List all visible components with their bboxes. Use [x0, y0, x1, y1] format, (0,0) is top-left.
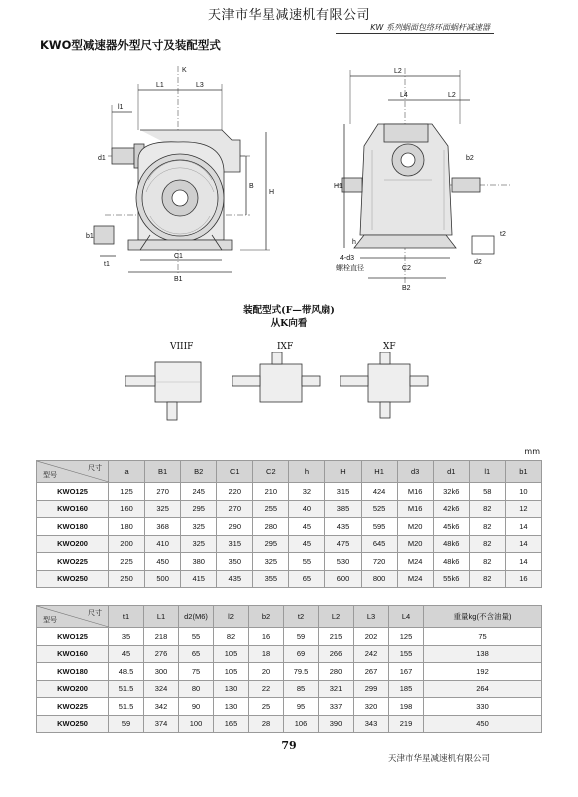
value-cell: 51.5	[109, 680, 144, 698]
model-cell: KWO200	[37, 535, 109, 553]
value-cell: 218	[144, 628, 179, 646]
value-cell: 390	[319, 715, 354, 733]
value-cell: 250	[109, 570, 145, 588]
value-cell: 45	[289, 518, 325, 536]
col-header: l1	[469, 461, 505, 483]
col-header: B1	[145, 461, 181, 483]
series-note: KW 系列蜗面包络环面蜗杆减速器	[370, 23, 490, 32]
value-cell: 58	[469, 483, 505, 501]
value-cell: 45	[109, 645, 144, 663]
model-cell: KWO225	[37, 698, 109, 716]
value-cell: 65	[179, 645, 214, 663]
value-cell: 435	[217, 570, 253, 588]
model-cell: KWO200	[37, 680, 109, 698]
value-cell: 20	[249, 663, 284, 681]
value-cell: 14	[505, 535, 541, 553]
value-cell: 40	[289, 500, 325, 518]
value-cell: 245	[181, 483, 217, 501]
label-l3: L3	[196, 82, 204, 89]
mount-fig-viiif	[125, 352, 215, 422]
value-cell: 276	[144, 645, 179, 663]
col-header: h	[289, 461, 325, 483]
value-cell: 219	[389, 715, 424, 733]
value-cell: 220	[217, 483, 253, 501]
value-cell: 10	[505, 483, 541, 501]
value-cell: M24	[397, 570, 433, 588]
value-cell: 264	[424, 680, 542, 698]
label-b: B	[249, 183, 254, 190]
table-row	[37, 518, 542, 536]
table-header-row	[37, 461, 542, 483]
value-cell: 325	[181, 535, 217, 553]
value-cell: 75	[179, 663, 214, 681]
value-cell: 80	[179, 680, 214, 698]
label-l2: L2	[448, 92, 456, 99]
model-cell: KWO250	[37, 570, 109, 588]
col-header: d3	[397, 461, 433, 483]
value-cell: 82	[469, 570, 505, 588]
value-cell: 138	[424, 645, 542, 663]
value-cell: 299	[354, 680, 389, 698]
mount-label-xf: XF	[383, 342, 396, 352]
model-cell: KWO125	[37, 483, 109, 501]
value-cell: 295	[253, 535, 289, 553]
value-cell: 280	[253, 518, 289, 536]
value-cell: 55	[179, 628, 214, 646]
col-header: t1	[109, 606, 144, 628]
col-header: H	[325, 461, 361, 483]
value-cell: 48k6	[433, 535, 469, 553]
col-header: H1	[361, 461, 397, 483]
dimension-table-2	[36, 605, 542, 733]
value-cell: 42k6	[433, 500, 469, 518]
value-cell: 45	[289, 535, 325, 553]
header-rule	[336, 33, 494, 34]
value-cell: 125	[389, 628, 424, 646]
page-number: 79	[281, 739, 297, 752]
table-row	[37, 663, 542, 681]
value-cell: 125	[109, 483, 145, 501]
value-cell: 424	[361, 483, 397, 501]
label-d1: d1	[98, 155, 106, 162]
model-cell: KWO180	[37, 663, 109, 681]
value-cell: 16	[505, 570, 541, 588]
col-header: a	[109, 461, 145, 483]
side-view-drawing	[336, 68, 510, 285]
value-cell: 12	[505, 500, 541, 518]
value-cell: 374	[144, 715, 179, 733]
value-cell: 198	[389, 698, 424, 716]
col-header: d2(M6)	[179, 606, 214, 628]
col-header: B2	[181, 461, 217, 483]
label-bolt-dia: 螺栓直径	[336, 265, 364, 272]
label-l1-small: l1	[118, 104, 124, 111]
value-cell: 165	[214, 715, 249, 733]
value-cell: 325	[253, 553, 289, 571]
company-name-header: 天津市华星减速机有限公司	[207, 8, 370, 23]
company-name-footer: 天津市华星减速机有限公司	[387, 754, 490, 764]
table-row	[37, 698, 542, 716]
corner-cell: 尺寸 型号	[37, 606, 109, 628]
table-row	[37, 500, 542, 518]
value-cell: 16	[249, 628, 284, 646]
value-cell: M16	[397, 500, 433, 518]
value-cell: 22	[249, 680, 284, 698]
value-cell: 343	[354, 715, 389, 733]
value-cell: 14	[505, 518, 541, 536]
mount-fig-ixf	[232, 352, 322, 422]
value-cell: 14	[505, 553, 541, 571]
value-cell: 342	[144, 698, 179, 716]
label-t2: t2	[500, 231, 506, 238]
col-header: b1	[505, 461, 541, 483]
value-cell: 45k6	[433, 518, 469, 536]
value-cell: M24	[397, 553, 433, 571]
value-cell: 270	[145, 483, 181, 501]
table-header-row	[37, 606, 542, 628]
value-cell: 65	[289, 570, 325, 588]
value-cell: 270	[217, 500, 253, 518]
table-row	[37, 645, 542, 663]
value-cell: 79.5	[284, 663, 319, 681]
value-cell: 385	[325, 500, 361, 518]
model-cell: KWO180	[37, 518, 109, 536]
value-cell: 410	[145, 535, 181, 553]
table-row	[37, 570, 542, 588]
value-cell: 105	[214, 645, 249, 663]
label-b2: b2	[466, 155, 474, 162]
col-header: C1	[217, 461, 253, 483]
value-cell: M20	[397, 518, 433, 536]
label-k: K	[182, 67, 187, 74]
label-4-d3: 4-d3	[340, 255, 355, 262]
value-cell: 337	[319, 698, 354, 716]
table-row	[37, 553, 542, 571]
label-l4: L4	[400, 92, 408, 99]
value-cell: 290	[217, 518, 253, 536]
value-cell: 48.5	[109, 663, 144, 681]
label-c1: C1	[174, 253, 183, 260]
value-cell: 18	[249, 645, 284, 663]
value-cell: 69	[284, 645, 319, 663]
value-cell: M16	[397, 483, 433, 501]
value-cell: 315	[217, 535, 253, 553]
label-b2-width: B2	[402, 285, 411, 292]
model-cell: KWO160	[37, 645, 109, 663]
value-cell: 105	[214, 663, 249, 681]
col-header: L2	[319, 606, 354, 628]
label-h: H	[269, 189, 275, 196]
value-cell: 475	[325, 535, 361, 553]
value-cell: 330	[424, 698, 542, 716]
value-cell: 450	[424, 715, 542, 733]
value-cell: 95	[284, 698, 319, 716]
mount-label-ixf: IXF	[277, 342, 294, 352]
corner-cell: 尺寸 型号	[37, 461, 109, 483]
value-cell: 321	[319, 680, 354, 698]
value-cell: 200	[109, 535, 145, 553]
value-cell: 48k6	[433, 553, 469, 571]
label-b1-width: B1	[174, 276, 183, 283]
value-cell: 55k6	[433, 570, 469, 588]
value-cell: M20	[397, 535, 433, 553]
value-cell: 185	[389, 680, 424, 698]
value-cell: 155	[389, 645, 424, 663]
value-cell: 280	[319, 663, 354, 681]
label-b1: b1	[86, 233, 94, 240]
col-header: L3	[354, 606, 389, 628]
value-cell: 35	[109, 628, 144, 646]
value-cell: 315	[325, 483, 361, 501]
value-cell: 192	[424, 663, 542, 681]
value-cell: 368	[145, 518, 181, 536]
mount-fig-xf	[340, 352, 430, 422]
page-title: KWO型减速器外型尺寸及装配型式	[40, 38, 221, 52]
value-cell: 85	[284, 680, 319, 698]
value-cell: 82	[214, 628, 249, 646]
value-cell: 25	[249, 698, 284, 716]
value-cell: 130	[214, 680, 249, 698]
value-cell: 324	[144, 680, 179, 698]
dimension-table-1	[36, 460, 542, 588]
mounting-title: 装配型式(F—带风扇) 从K向看	[243, 305, 335, 329]
value-cell: 180	[109, 518, 145, 536]
model-cell: KWO250	[37, 715, 109, 733]
value-cell: 202	[354, 628, 389, 646]
value-cell: 530	[325, 553, 361, 571]
value-cell: 160	[109, 500, 145, 518]
value-cell: 210	[253, 483, 289, 501]
value-cell: 90	[179, 698, 214, 716]
value-cell: 645	[361, 535, 397, 553]
col-header: d1	[433, 461, 469, 483]
value-cell: 320	[354, 698, 389, 716]
value-cell: 32	[289, 483, 325, 501]
col-header: b2	[249, 606, 284, 628]
label-l2-top: L2	[394, 68, 402, 75]
model-cell: KWO225	[37, 553, 109, 571]
table-row	[37, 483, 542, 501]
value-cell: 59	[109, 715, 144, 733]
value-cell: 75	[424, 628, 542, 646]
table-row	[37, 628, 542, 646]
value-cell: 106	[284, 715, 319, 733]
col-header: 重量kg(不含油量)	[424, 606, 542, 628]
value-cell: 720	[361, 553, 397, 571]
value-cell: 242	[354, 645, 389, 663]
value-cell: 300	[144, 663, 179, 681]
value-cell: 82	[469, 518, 505, 536]
value-cell: 500	[145, 570, 181, 588]
value-cell: 295	[181, 500, 217, 518]
value-cell: 51.5	[109, 698, 144, 716]
value-cell: 215	[319, 628, 354, 646]
front-view-drawing	[94, 66, 270, 275]
value-cell: 415	[181, 570, 217, 588]
unit-label: mm	[524, 447, 540, 456]
value-cell: 350	[217, 553, 253, 571]
table-row	[37, 680, 542, 698]
technical-drawings	[0, 60, 578, 300]
table-row	[37, 535, 542, 553]
value-cell: 255	[253, 500, 289, 518]
value-cell: 450	[145, 553, 181, 571]
value-cell: 267	[354, 663, 389, 681]
label-d2: d2	[474, 259, 482, 266]
label-c2: C2	[402, 265, 411, 272]
value-cell: 525	[361, 500, 397, 518]
col-header: L4	[389, 606, 424, 628]
model-cell: KWO125	[37, 628, 109, 646]
value-cell: 325	[145, 500, 181, 518]
value-cell: 82	[469, 500, 505, 518]
value-cell: 32k6	[433, 483, 469, 501]
label-h-side: h	[352, 239, 356, 246]
col-header: C2	[253, 461, 289, 483]
value-cell: 82	[469, 553, 505, 571]
value-cell: 82	[469, 535, 505, 553]
value-cell: 28	[249, 715, 284, 733]
label-t1: t1	[104, 261, 110, 268]
value-cell: 130	[214, 698, 249, 716]
value-cell: 100	[179, 715, 214, 733]
table-row	[37, 715, 542, 733]
value-cell: 167	[389, 663, 424, 681]
value-cell: 595	[361, 518, 397, 536]
label-l1: L1	[156, 82, 164, 89]
value-cell: 59	[284, 628, 319, 646]
value-cell: 380	[181, 553, 217, 571]
label-h1: H1	[334, 183, 343, 190]
value-cell: 355	[253, 570, 289, 588]
value-cell: 325	[181, 518, 217, 536]
col-header: l2	[214, 606, 249, 628]
value-cell: 225	[109, 553, 145, 571]
value-cell: 800	[361, 570, 397, 588]
value-cell: 600	[325, 570, 361, 588]
col-header: t2	[284, 606, 319, 628]
model-cell: KWO160	[37, 500, 109, 518]
col-header: L1	[144, 606, 179, 628]
value-cell: 435	[325, 518, 361, 536]
mount-label-viiif: VIIIF	[170, 342, 194, 352]
value-cell: 266	[319, 645, 354, 663]
value-cell: 55	[289, 553, 325, 571]
